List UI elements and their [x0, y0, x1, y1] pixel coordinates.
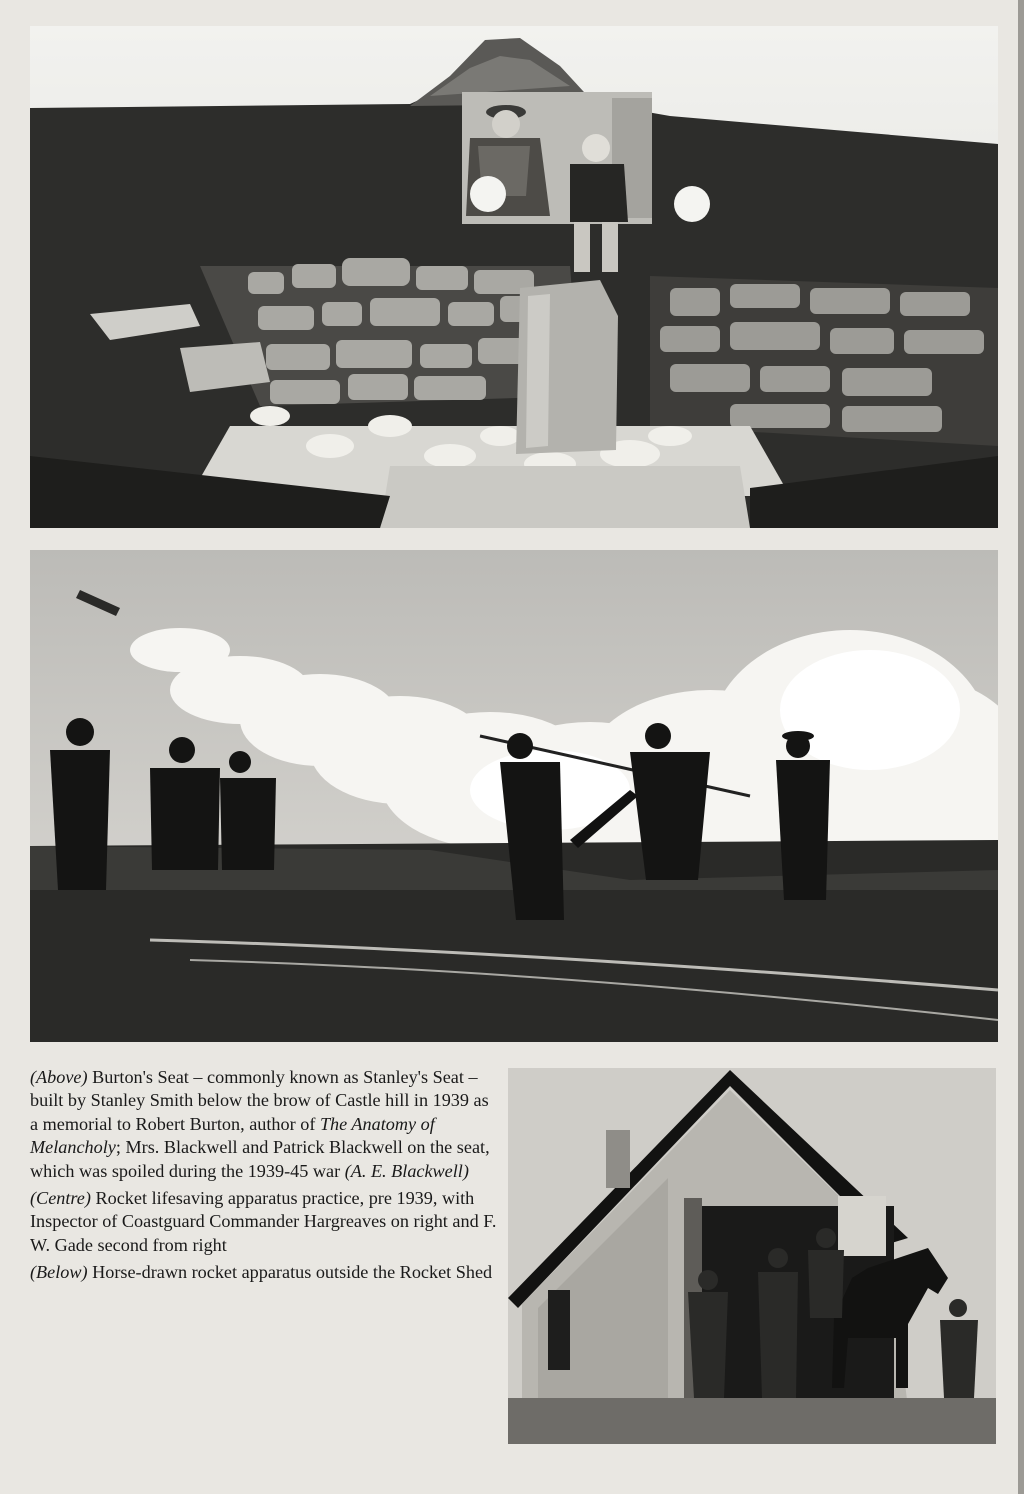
photo-rocket-practice-image — [30, 550, 998, 1042]
photo-burtons-seat-image — [30, 26, 998, 528]
photo-rocket-shed-image — [508, 1068, 996, 1444]
caption-above-text-2: ; Mrs. Blackwell and Patrick Blackwell on the seat, which was spoiled during the 1939-45 war — [30, 1137, 490, 1181]
photo-burtons-seat — [30, 26, 998, 528]
captions — [30, 1066, 500, 1289]
caption-centre — [30, 1187, 500, 1257]
caption-below — [30, 1261, 500, 1284]
caption-above-book-title: The Anatomy of Melancholy — [30, 1113, 435, 1158]
caption-above-text-1: Burton's Seat – commonly known as Stanley's Seat – built by Stanley Smith below the brow of Castle hill in 1939 as a memorial to Robert Burton, author of — [30, 1067, 489, 1134]
caption-above — [30, 1066, 500, 1183]
caption-above-lead: (Above) — [30, 1067, 88, 1087]
caption-centre-text: Rocket lifesaving apparatus practice, pre 1939, with Inspector of Coastguard Commander Hargreaves on right and F. W. Gade second from right — [30, 1188, 497, 1255]
caption-centre-lead: (Centre) — [30, 1188, 91, 1209]
photo-rocket-practice — [30, 550, 998, 1042]
caption-below-lead: (Below) — [30, 1262, 88, 1283]
caption-below-text: Horse-drawn rocket apparatus outside the Rocket Shed — [87, 1262, 493, 1283]
page-edge — [1018, 0, 1024, 1494]
photo-rocket-shed — [508, 1068, 996, 1444]
caption-above-credit: (A. E. Blackwell) — [344, 1160, 469, 1181]
